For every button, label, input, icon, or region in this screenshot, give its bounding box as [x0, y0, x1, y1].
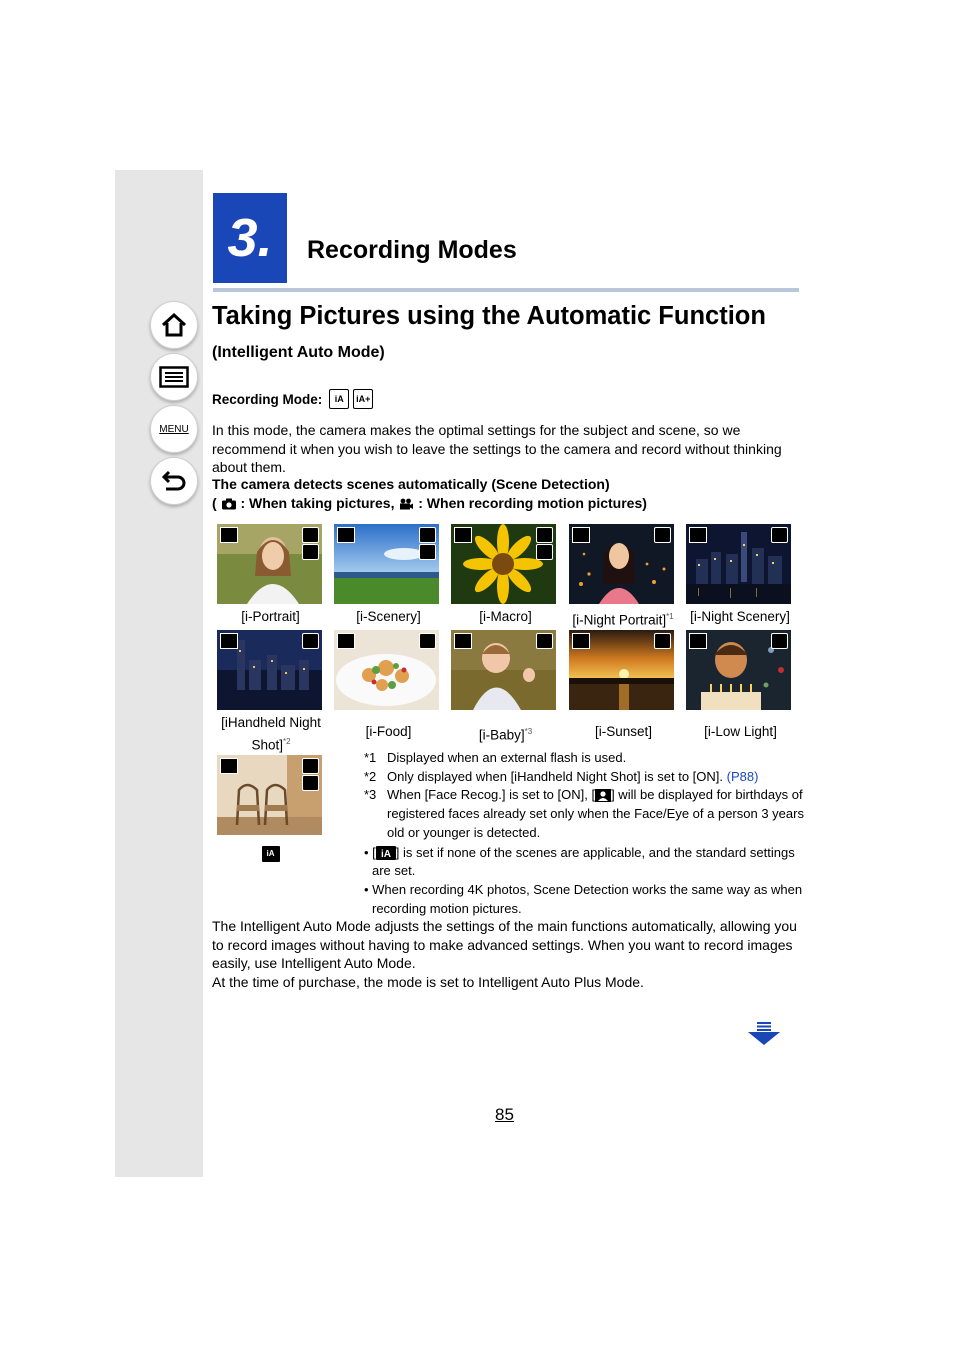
outro-text — [212, 917, 802, 991]
scene-image-night-scenery — [686, 524, 791, 604]
outro-paragraph-2: At the time of purchase, the mode is set to Intelligent Auto Plus Mode. — [212, 973, 644, 990]
next-page-arrow-icon — [748, 1022, 780, 1046]
page-subtitle: (Intelligent Auto Mode) — [212, 344, 385, 361]
baby-birthday-icon — [595, 789, 611, 802]
caption-baby: [i-Baby]$^{*3}$ — [478, 727, 533, 743]
scene-image-intelligent-auto — [217, 755, 322, 835]
scene-image-food — [334, 630, 439, 710]
footnotes — [364, 749, 804, 918]
legend-open-paren: ( — [212, 495, 217, 511]
contents-button[interactable] — [150, 353, 198, 401]
caption-low-light: [i-Low Light] — [704, 724, 777, 739]
list-icon — [159, 366, 189, 388]
intro-paragraph: In this mode, the camera makes the optimal settings for the subject and scene, so we recommend it when you wish to leave the settings to the camera and record without thinking about them. — [212, 422, 782, 475]
scene-image-macro — [451, 524, 556, 604]
page-88-link[interactable]: (P88) — [726, 768, 759, 784]
caption-food: [i-Food] — [365, 724, 412, 739]
scene-image-night-portrait — [569, 524, 674, 604]
home-button[interactable] — [150, 301, 198, 349]
scene-image-portrait — [217, 524, 322, 604]
intelligent-auto-plus-icon: iA+ — [353, 389, 373, 409]
chapter-title: Recording Modes — [307, 236, 517, 264]
video-camera-icon — [398, 498, 414, 510]
legend-photo-text: : When taking pictures, — [240, 495, 395, 511]
caption-night-portrait: [i-Night Portrait]$^{*1}$ — [572, 612, 674, 628]
recording-mode-label: Recording Mode: — [212, 391, 323, 407]
caption-sunset: [i-Sunset] — [594, 724, 653, 739]
footnote-2: *2 Only displayed when [iHandheld Night Shot] is set to [ON]. (P88) — [364, 768, 759, 784]
outro-paragraph-1: The Intelligent Auto Mode adjusts the settings of the main functions automatically, allowing you to record images without having to make advanced settings. When you want to record images easily, use Intelligent Auto Mode. — [212, 918, 797, 972]
back-arrow-icon — [160, 468, 188, 494]
home-icon — [160, 312, 188, 338]
scene-image-baby — [451, 630, 556, 710]
scene-image-sunset — [569, 630, 674, 710]
caption-night-scenery: [i-Night Scenery] — [690, 609, 790, 624]
chapter-divider — [213, 288, 799, 292]
scene-image-scenery — [334, 524, 439, 604]
recording-mode-line — [212, 389, 373, 409]
camera-icon — [221, 498, 237, 510]
caption-portrait: [i-Portrait] — [241, 609, 300, 624]
bullet-4k-photos: • When recording 4K photos, Scene Detection works the same way as when recording motion pictures. — [364, 881, 803, 916]
scene-detection-heading: The camera detects scenes automatically (Scene Detection) — [212, 476, 610, 492]
page-number: 85 — [495, 1105, 514, 1124]
caption-macro: [i-Macro] — [479, 609, 532, 624]
scene-image-handheld-night — [217, 630, 322, 710]
menu-button[interactable] — [150, 405, 198, 453]
page-title: Taking Pictures using the Automatic Function — [212, 302, 766, 330]
svg-text:iA: iA — [380, 849, 391, 861]
caption-handheld-night: [iHandheld Night Shot]$^{*2}$ — [221, 715, 321, 753]
chapter-number: 3. — [213, 193, 287, 283]
caption-scenery: [i-Scenery] — [356, 609, 421, 624]
menu-label: MENU — [159, 423, 189, 435]
scene-image-low-light — [686, 630, 791, 710]
scene-detection-legend — [212, 495, 647, 511]
intelligent-auto-icon: iA — [329, 389, 349, 409]
back-button[interactable] — [150, 457, 198, 505]
bullet-default-settings: • [ iA ] is set if none of the scenes are applicable, and the standard settings are set. — [364, 844, 795, 879]
intelligent-auto-icon — [376, 846, 396, 860]
next-page-button[interactable] — [748, 1022, 780, 1051]
legend-video-text: : When recording motion pictures) — [418, 495, 647, 511]
caption-intelligent-auto: iA — [217, 842, 324, 862]
footnote-3: *3 When [Face Recog.] is set to [ON], [ ] will be displayed for birthdays of registered faces already set only when the Face/Eye of a person 3 years old or younger is detected. — [364, 787, 804, 840]
footnote-1: *1 Displayed when an external flash is used. — [364, 750, 627, 765]
